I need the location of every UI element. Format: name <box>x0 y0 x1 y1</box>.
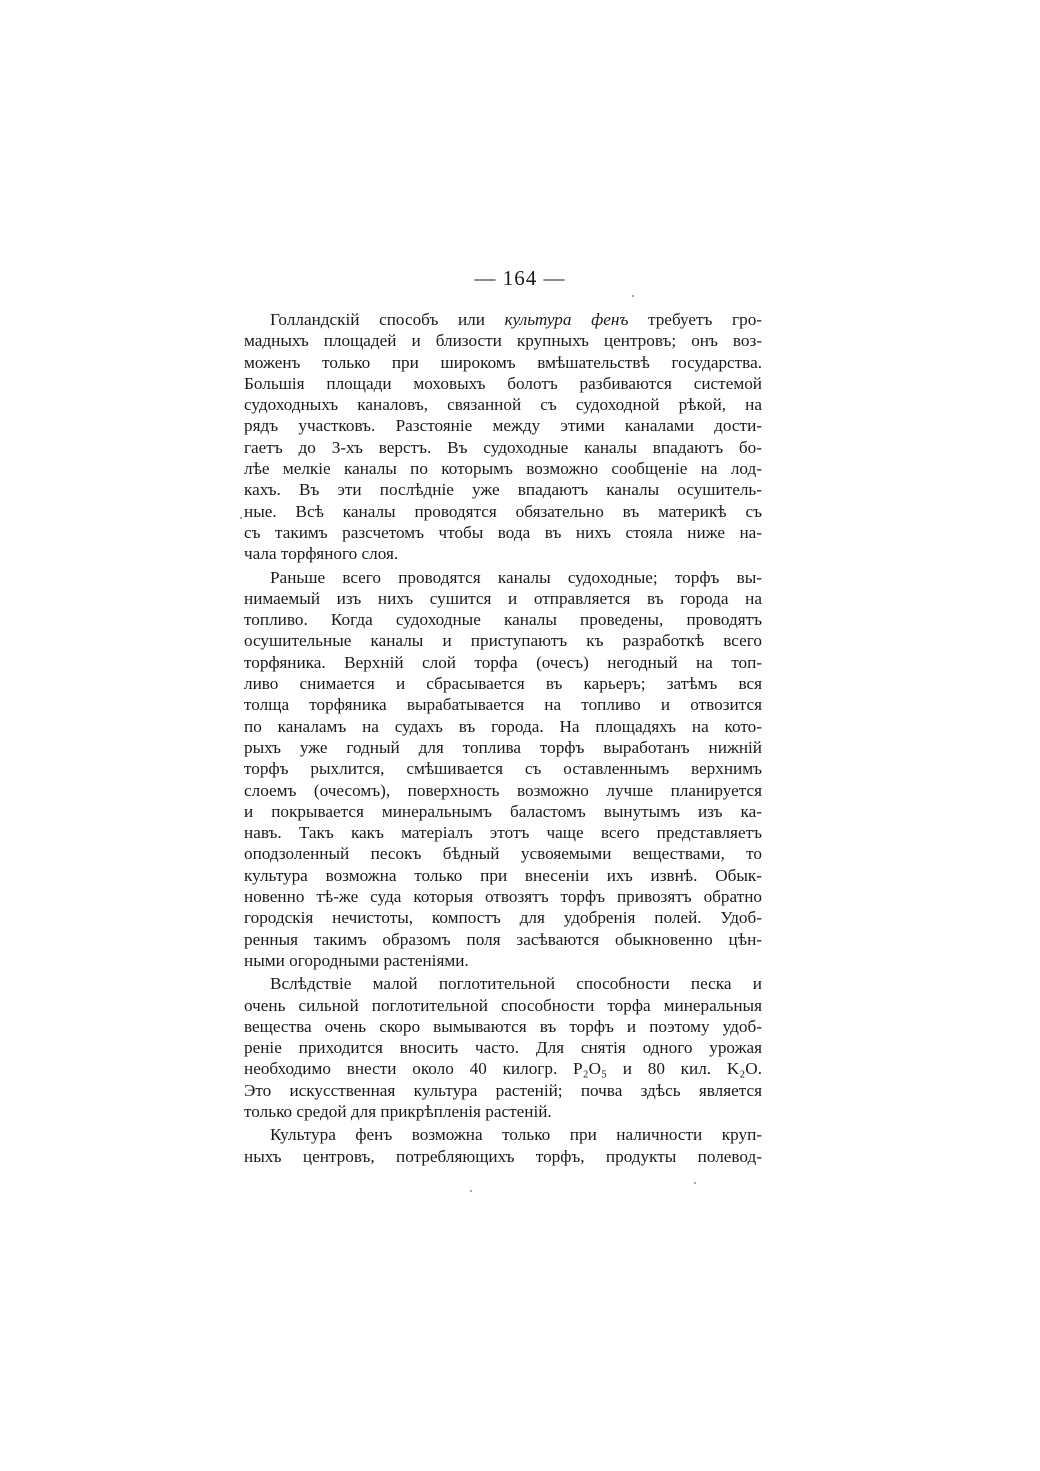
text-line: оподзоленный песокъ бѣдный усвояемыми веществами, то <box>244 844 762 864</box>
text-line: мадныхъ площадей и близости крупныхъ центровъ; онъ воз- <box>244 331 762 351</box>
text-line: судоходныхъ каналовъ, связанной съ судоходной рѣкой, на <box>244 395 762 415</box>
text-line: Культура фенъ возможна только при наличности круп- <box>270 1125 762 1145</box>
text-line: моженъ только при широкомъ вмѣшательствѣ государства. <box>244 352 762 372</box>
text-line: торфъ рыхлится, смѣшивается съ оставленнымъ верхнимъ <box>244 759 762 779</box>
text-line: ныхъ центровъ, потребляющихъ торфъ, продукты полевод- <box>244 1146 762 1166</box>
body-text <box>244 309 762 1169</box>
text-line: съ такимъ разсчетомъ чтобы вода въ нихъ стояла ниже на- <box>244 522 762 542</box>
scan-speck <box>694 1182 696 1184</box>
text-line: городскія нечистоты, компостъ для удобренія полей. Удоб- <box>244 908 762 928</box>
text-line: слоемъ (очесомъ), поверхность возможно лучше планируется <box>244 780 762 800</box>
text-line: нимаемый изъ нихъ сушится и отправляется въ города на <box>244 588 762 608</box>
text-line: Это искусственная культура растеній; почва здѣсь является <box>244 1080 762 1100</box>
text-line: чала торфяного слоя. <box>244 544 399 564</box>
text-line: Голландскій способъ или культура фенъ требуетъ гро- <box>270 310 763 329</box>
text-line: вещества очень скоро вымываются въ торфъ и поэтому удоб- <box>244 1016 762 1036</box>
text-line: гаетъ до 3-хъ верстъ. Въ судоходные каналы впадаютъ бо- <box>244 437 762 457</box>
text-line: рыхъ уже годный для топлива торфъ выработанъ нижній <box>244 737 762 757</box>
text-line: очень сильной поглотительной способности торфа минеральныя <box>244 995 762 1015</box>
text-line: ренныя такимъ образомъ поля засѣваются обыкновенно цѣн- <box>244 929 762 949</box>
text-line: культура возможна только при внесеніи ихъ извнѣ. Обык- <box>244 865 762 885</box>
text-line: лѣе мелкіе каналы по которымъ возможно сообщеніе на лод- <box>244 459 762 479</box>
text-line: кахъ. Въ эти послѣдніе уже впадаютъ каналы осушитель- <box>244 480 762 500</box>
text-line: реніе приходится вносить часто. Для снятія одного урожая <box>244 1038 762 1058</box>
scan-speck <box>632 295 634 297</box>
text-line: осушительные каналы и приступаютъ къ разработкѣ всего <box>244 631 762 651</box>
text-line: навъ. Такъ какъ матеріалъ этотъ чаще всего представляетъ <box>244 823 762 843</box>
text-line: торфяника. Верхній слой торфа (очесъ) негодный на топ- <box>244 652 762 672</box>
text-line: новенно тѣ-же суда которыя отвозятъ торфъ привозятъ обратно <box>244 887 762 907</box>
text-line: только средой для прикрѣпленія растеній. <box>244 1101 552 1121</box>
text-line: по каналамъ на судахъ въ города. На площадяхъ на кото- <box>244 716 762 736</box>
text-line: Большія площади моховыхъ болотъ разбиваются системой <box>244 373 762 393</box>
paragraph-2 <box>244 567 762 972</box>
text-line: рядъ участковъ. Разстояніе между этими каналами дости- <box>244 416 762 436</box>
scan-speck <box>470 1190 472 1192</box>
text-line: и покрывается минеральнымъ баластомъ вынутымъ изъ ка- <box>244 801 762 821</box>
scan-speck <box>240 517 242 519</box>
paragraph-4 <box>244 1124 762 1167</box>
paragraph-1 <box>244 309 762 565</box>
text-line: ливо снимается и сбрасывается въ карьеръ; затѣмъ вся <box>244 674 762 694</box>
italic-term: культура фенъ <box>504 310 629 329</box>
text-line: необходимо внести около 40 килогр. P₂O₅ и 80 кил. K₂O. <box>244 1059 762 1079</box>
text-line: Вслѣдствіе малой поглотительной способности песка и <box>270 974 762 994</box>
text-line: ные. Всѣ каналы проводятся обязательно въ материкѣ съ <box>244 501 762 521</box>
text-line: топливо. Когда судоходные каналы проведены, проводятъ <box>244 610 762 630</box>
paragraph-3 <box>244 973 762 1122</box>
text-line: Раньше всего проводятся каналы судоходные; торфъ вы- <box>270 567 762 587</box>
page-number: — 164 — <box>474 266 566 290</box>
text-line: ными огородными растеніями. <box>244 950 469 970</box>
text-line: толща торфяника вырабатывается на топливо и отвозится <box>244 695 762 715</box>
